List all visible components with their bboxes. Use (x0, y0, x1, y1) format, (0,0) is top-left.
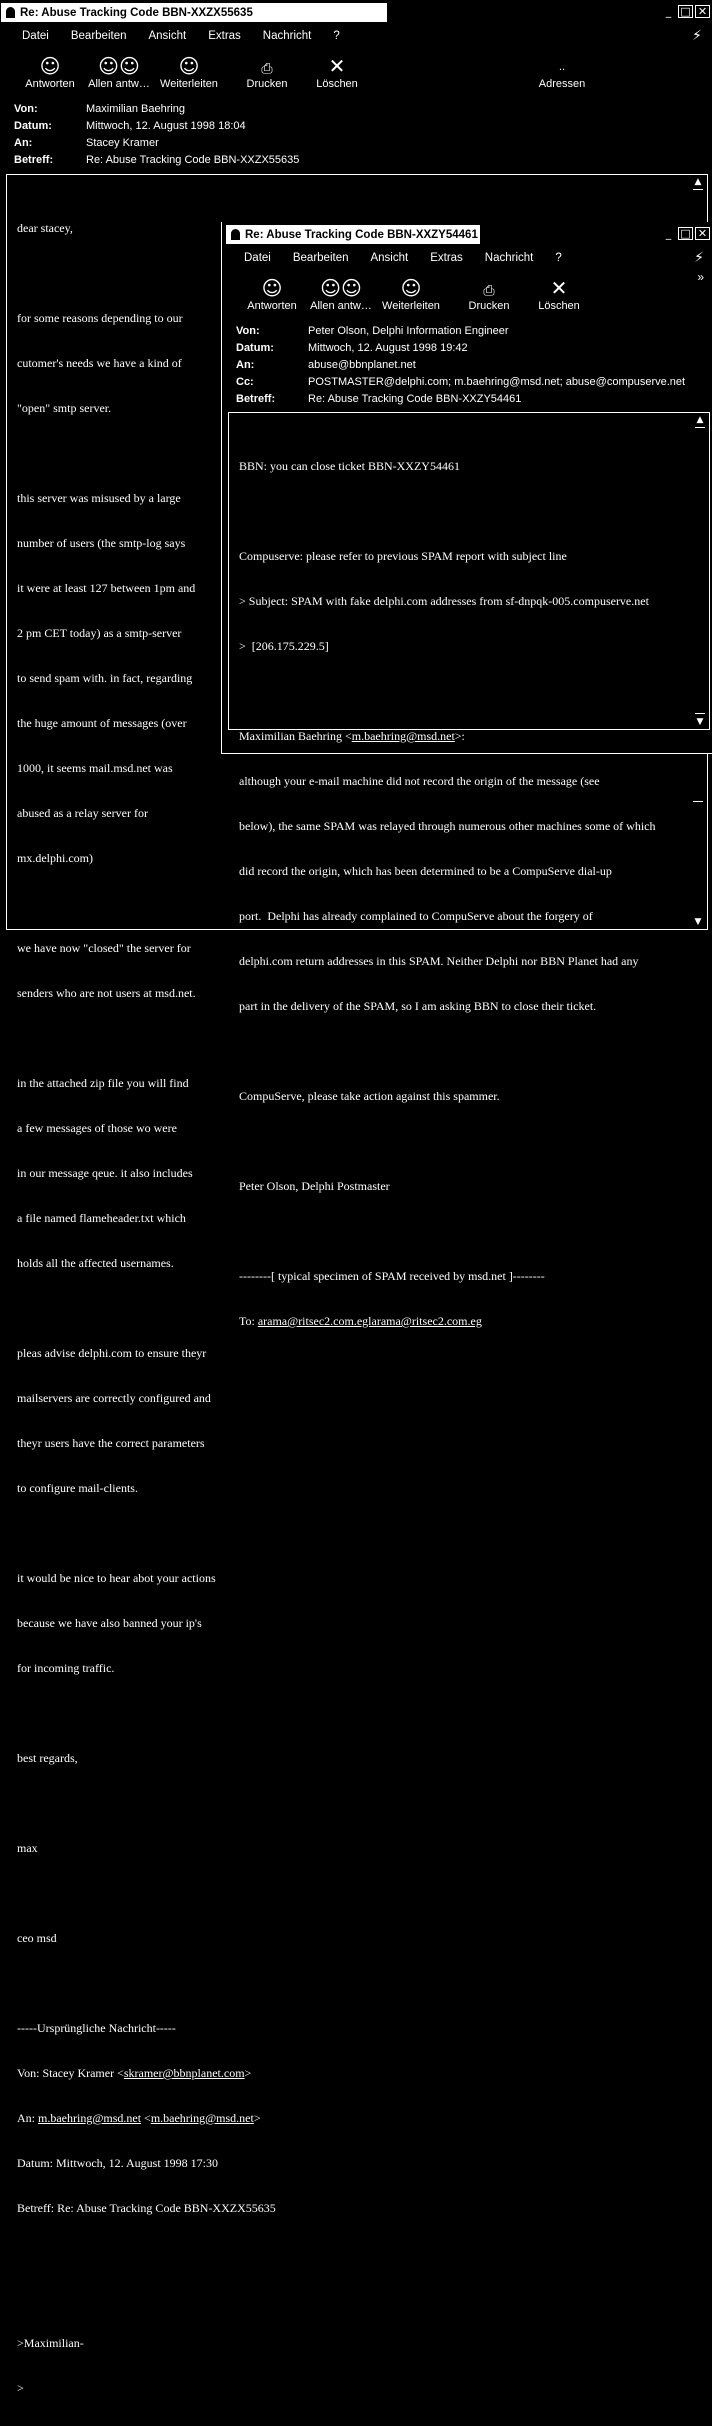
address-book-icon: ·· (558, 65, 566, 76)
forward-button[interactable]: ☺ Weiterleiten (382, 276, 440, 312)
header-subject: Betreff: Re: Abuse Tracking Code BBN-XXZY54461 (236, 392, 522, 405)
print-button[interactable]: ⎙ Drucken (243, 52, 291, 90)
header-to: An: abuse@bbnplanet.net (236, 358, 416, 371)
window-controls (661, 5, 710, 18)
toolbar (222, 274, 712, 316)
delete-button[interactable]: ✕ Löschen (538, 276, 580, 312)
throbber-icon: ⚡ (692, 28, 702, 44)
reply-all-icon: ☺☺ (320, 276, 362, 300)
envelope-icon (5, 7, 16, 18)
scroll-down-arrow-icon[interactable]: ▼ (694, 917, 702, 927)
email-link[interactable]: skramer@bbnplanet.com (123, 2066, 245, 2080)
header-cc: Cc: POSTMASTER@delphi.com; m.baehring@msd.net; abuse@compuserve.net (236, 375, 686, 388)
reply-button[interactable]: ☺ Antworten (247, 276, 297, 312)
menu-help[interactable]: ? (555, 252, 562, 264)
close-button[interactable]: ✕ (695, 5, 710, 18)
throbber-icon: ⚡ (694, 250, 704, 266)
header-to: An: Stacey Kramer (14, 136, 159, 149)
orig-from-line: Von: Stacey Kramer <skramer@bbnplanet.com> (17, 2066, 252, 2080)
message-headers (236, 322, 685, 407)
menu-extras[interactable]: Extras (208, 30, 241, 42)
scroll-divider (693, 189, 703, 190)
quoted-author-line: Maximilian Baehring <m.baehring@msd.net>: (239, 729, 465, 743)
menu-datei[interactable]: Datei (22, 30, 49, 42)
delete-button[interactable]: ✕ Löschen (316, 54, 358, 90)
menu-bar (0, 27, 712, 45)
menu-nachricht[interactable]: Nachricht (262, 30, 312, 42)
menu-bearbeiten[interactable]: Bearbeiten (292, 252, 349, 264)
window-title (226, 225, 480, 244)
scroll-down-arrow-icon[interactable]: ▼ (696, 717, 704, 727)
minimize-button[interactable]: _ (665, 5, 672, 18)
delete-x-icon: ✕ (550, 276, 568, 300)
close-button[interactable]: ✕ (695, 227, 710, 240)
minimize-button[interactable]: _ (665, 227, 672, 240)
menu-nachricht[interactable]: Nachricht (484, 252, 534, 264)
scroll-divider (695, 427, 705, 428)
title-bar[interactable] (0, 0, 712, 22)
menu-ansicht[interactable]: Ansicht (370, 252, 409, 264)
scroll-divider (695, 713, 705, 714)
vertical-scrollbar[interactable] (692, 413, 709, 729)
reply-all-button[interactable]: ☺☺ Allen antw… (310, 276, 372, 312)
menu-ansicht[interactable]: Ansicht (148, 30, 187, 42)
email-link[interactable]: m.baehring@msd.net (38, 2111, 142, 2125)
title-bar[interactable] (222, 222, 712, 244)
reply-icon: ☺ (261, 276, 283, 300)
menu-extras[interactable]: Extras (430, 252, 463, 264)
addresses-button[interactable]: ·· Adressen (536, 52, 588, 90)
header-subject: Betreff: Re: Abuse Tracking Code BBN-XXZX55635 (14, 153, 300, 166)
reply-all-icon: ☺☺ (98, 54, 140, 78)
maximize-button[interactable]: □ (678, 5, 693, 18)
toolbar (0, 52, 712, 94)
reply-icon: ☺ (39, 54, 61, 78)
message-body[interactable] (228, 412, 710, 1328)
menu-datei[interactable]: Datei (244, 252, 271, 264)
window-title (1, 3, 387, 22)
message-text: dear stacey, for some reasons depending to our cutomer's needs we have a kind of "open" smtp server. this server was misused by a large number of users (the smtp-log says it were at least 127 between 1pm and 2 pm CET today) as a smtp-server to send spam with. in fact, regarding the huge amount of messages (over 1000, it seems mail.msd.net was abused as a relay server for mx.delphi.com) we have now "closed" the server for senders who are not users at msd.net. in the attached zip file you will find a few messages of those wo were in our message qeue. it also includes a file named flameheader.txt which holds all the affected usernames. pleas advise delphi.com to ensure theyr mailservers are correctly configured and theyr users have the correct parameters to configure mail-clients. it would be nice to hear abot your actions because we have also banned your ip's for incoming traffic. best regards, max ceo msd -----Ursprüngliche Nachricht----- Von: Stacey Kramer <skramer@bbnplanet.com> An: m.baehring@msd.net <m.baehring@msd.net> Datum: Mittwoch, 12. August 1998 17:30 Betreff: Re: Abuse Tracking Code BBN-XXZX55635 >Maximilian- > (17, 221, 276, 2395)
maximize-button[interactable]: □ (678, 227, 693, 240)
header-date: Datum: Mittwoch, 12. August 1998 18:04 (14, 119, 246, 132)
forward-icon: ☺ (178, 54, 200, 78)
header-from: Von: Maximilian Baehring (14, 102, 186, 115)
header-from: Von: Peter Olson, Delphi Information Engineer (236, 324, 509, 337)
scroll-up-arrow-icon[interactable]: ▲ (694, 177, 702, 187)
email-link[interactable]: arama@ritsec2.com.eglarama@ritsec2.com.eg (257, 1314, 482, 1328)
toolbar-overflow-chevron[interactable]: » (697, 270, 704, 284)
email-link[interactable]: m.baehring@msd.net (351, 729, 455, 743)
window-title-text: Re: Abuse Tracking Code BBN-XXZX55635 (20, 6, 253, 19)
menu-help[interactable]: ? (333, 30, 340, 42)
reply-button[interactable]: ☺ Antworten (25, 54, 75, 90)
print-button[interactable]: ⎙ Drucken (465, 274, 513, 312)
message-window-2 (221, 222, 712, 1328)
spam-to-line: To: arama@ritsec2.com.eglarama@ritsec2.com.eg (239, 1314, 482, 1328)
delete-x-icon: ✕ (328, 54, 346, 78)
printer-icon: ⎙ (261, 61, 273, 77)
window-title-text: Re: Abuse Tracking Code BBN-XXZY54461 (245, 228, 478, 241)
reply-all-button[interactable]: ☺☺ Allen antw… (88, 54, 150, 90)
window-controls (661, 227, 710, 240)
message-text: BBN: you can close ticket BBN-XXZY54461 Compuserve: please refer to previous SPAM report with subject line > Subject: SPAM with fake delphi.com addresses from sf-dnpqk-005.compuserve.net > [206.175.229.5] Maximilian Baehring <m.baehring@msd.net>: although your e-mail machine did not record the origin of the message (see below), the same SPAM was relayed through numerous other machines some of which did record the origin, which has been determined to be a CompuServe dial-up port. Delphi has already complained to CompuServe about the forgery of delphi.com return addresses in this SPAM. Neither Delphi nor BBN Planet had any part in the delivery of the SPAM, so I am asking BBN to close their ticket. CompuServe, please take action against this spammer. Peter Olson, Delphi Postmaster --------[ typical specimen of SPAM received by msd.net ]-------- To: arama@ritsec2.com.eglarama@ritsec2.com.eg (239, 459, 656, 1328)
envelope-icon (230, 229, 241, 240)
message-headers (14, 100, 299, 168)
menu-bar (222, 249, 712, 267)
forward-icon: ☺ (400, 276, 422, 300)
orig-to-line: An: m.baehring@msd.net <m.baehring@msd.net> (17, 2111, 261, 2125)
menu-bearbeiten[interactable]: Bearbeiten (70, 30, 127, 42)
forward-button[interactable]: ☺ Weiterleiten (160, 54, 218, 90)
scroll-divider (693, 801, 703, 802)
printer-icon: ⎙ (483, 283, 495, 299)
email-link[interactable]: m.baehring@msd.net (150, 2111, 254, 2125)
header-date: Datum: Mittwoch, 12. August 1998 19:42 (236, 341, 468, 354)
scroll-up-arrow-icon[interactable]: ▲ (696, 415, 704, 425)
